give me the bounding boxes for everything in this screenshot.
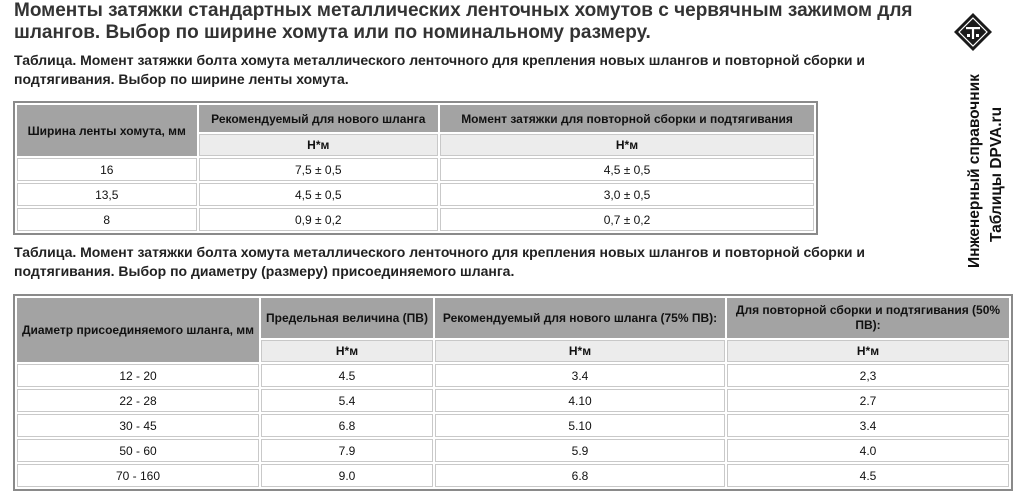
table-cell: 4.5 [727,464,1009,487]
table-cell: 3,0 ± 0,5 [440,183,814,206]
table-row [17,183,814,206]
sidebar-line2: Таблицы DPVA.ru [988,106,1005,242]
sidebar-brand [955,52,1015,272]
table-header-row [17,298,1009,338]
table-cell: 7.9 [261,439,433,462]
table-cell: 4.0 [727,439,1009,462]
table-cell: 6.8 [435,464,725,487]
table-row [17,158,814,181]
table-cell: 8 [17,208,197,231]
table-cell: 5.4 [261,389,433,412]
table-hose-diameter [13,294,1013,491]
unit-cell: Н*м [435,340,725,362]
table-cell: 16 [17,158,197,181]
table-cell: 5.9 [435,439,725,462]
table-row [17,414,1009,437]
header-reassembly: Момент затяжки для повторной сборки и подтягивания [440,105,814,132]
table-cell: 50 - 60 [17,439,259,462]
table-cell: 6.8 [261,414,433,437]
table-cell: 4.5 [261,364,433,387]
table-band-width [13,101,818,235]
table-row [17,464,1009,487]
table-cell: 9.0 [261,464,433,487]
header-hose-diameter: Диаметр присоединяемого шланга, мм [17,298,259,362]
table-row [17,208,814,231]
table-cell: 2.7 [727,389,1009,412]
table-cell: 0,9 ± 0,2 [199,208,438,231]
table-cell: 4.10 [435,389,725,412]
header-limit-value: Предельная величина (ПВ) [261,298,433,338]
table-row [17,439,1009,462]
table-cell: 13,5 [17,183,197,206]
table-cell: 2,3 [727,364,1009,387]
page-title: Моменты затяжки стандартных металлических ленточных хомутов с червячным зажимом для шлангов. Выбор по ширине хомута или по номинальному размеру. [14,0,913,43]
table-cell: 3.4 [727,414,1009,437]
table-cell: 0,7 ± 0,2 [440,208,814,231]
table1-caption: Таблица. Момент затяжки болта хомута металлического ленточного для крепления новых шлангов и повторной сборки и подтягивания. Выбор по ширине ленты хомута. [14,52,865,87]
table-cell: 5.10 [435,414,725,437]
unit-cell: Н*м [727,340,1009,362]
header-new-hose: Рекомендуемый для нового шланга [199,105,438,132]
table-cell: 30 - 45 [17,414,259,437]
table-row [17,364,1009,387]
header-new-hose: Рекомендуемый для нового шланга (75% ПВ): [435,298,725,338]
table-cell: 70 - 160 [17,464,259,487]
unit-cell: Н*м [440,134,814,156]
table-cell: 12 - 20 [17,364,259,387]
table-cell: 22 - 28 [17,389,259,412]
unit-cell: Н*м [261,340,433,362]
table2-caption: Таблица. Момент затяжки болта хомута металлического ленточного для крепления новых шлангов и повторной сборки и подтягивания. Выбор по диаметру (размеру) присоединяемого шланга. [14,244,865,279]
header-band-width: Ширина ленты хомута, мм [17,105,197,156]
table-header-row [17,105,814,132]
table-cell: 4,5 ± 0,5 [440,158,814,181]
table-cell: 7,5 ± 0,5 [199,158,438,181]
table-cell: 4,5 ± 0,5 [199,183,438,206]
dpva-logo-icon [953,12,993,52]
sidebar-line1: Инженерный справочник [966,74,983,268]
table-row [17,389,1009,412]
unit-cell: Н*м [199,134,438,156]
header-reassembly: Для повторной сборки и подтягивания (50% ПВ): [727,298,1009,338]
table-cell: 3.4 [435,364,725,387]
